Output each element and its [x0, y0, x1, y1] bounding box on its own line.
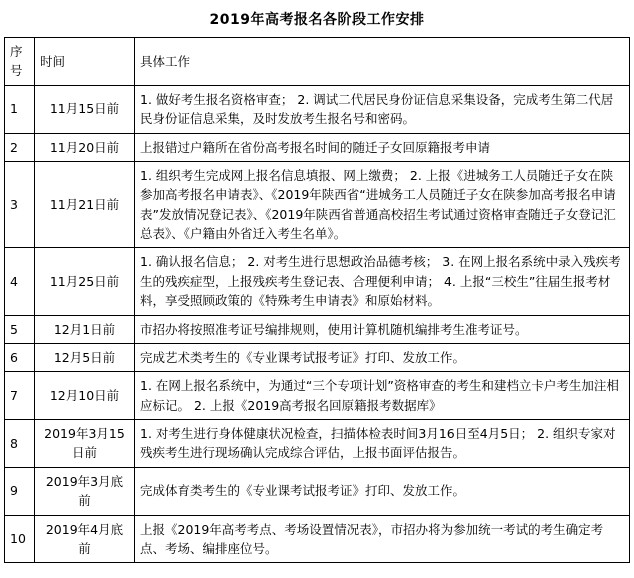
cell-time: 12月10日前: [35, 372, 135, 420]
table-row: [5, 372, 630, 420]
cell-work: 1. 确认报名信息； 2. 对考生进行思想政治品德考核； 3. 在网上报名系统中录入残疾考生的残疾症型，上报残疾考生登记表、合理便利申请； 4. 上报“三校生”往届生报考材料，享受照顾政策的《特殊考生申请表》和原始材料。: [135, 248, 630, 315]
table-row: [5, 467, 630, 515]
cell-time: 12月5日前: [35, 343, 135, 371]
table-row: [5, 133, 630, 161]
table-row: [5, 248, 630, 315]
cell-work: 1. 组织考生完成网上报名信息填报、网上缴费； 2. 上报《进城务工人员随迁子女在陕参加高考报名申请表》、《2019年陕西省“进城务工人员随迁子女在陕参加高考报名申请表”发放情况登记表》、《2019年陕西省普通高校招生考试通过资格审查随迁子女登记汇总表》、《户籍由外省迁入考生名单》。: [135, 161, 630, 248]
cell-no: 8: [5, 420, 35, 468]
cell-work: 1. 在网上报名系统中，为通过“三个专项计划”资格审查的考生和建档立卡户考生加注相应标记。 2. 上报《2019高考报名回原籍报考数据库》: [135, 372, 630, 420]
cell-time: 2019年3月底前: [35, 467, 135, 515]
cell-time: 11月20日前: [35, 133, 135, 161]
cell-no: 9: [5, 467, 35, 515]
cell-no: 3: [5, 161, 35, 248]
cell-time: 11月15日前: [35, 85, 135, 133]
column-header-no: 序号: [5, 38, 35, 86]
cell-no: 2: [5, 133, 35, 161]
cell-time: 12月1日前: [35, 315, 135, 343]
cell-work: 1. 对考生进行身体健康状况检查，扫描体检表时间3月16日至4月5日； 2. 组织专家对残疾考生进行现场确认完成综合评估，上报书面评估报告。: [135, 420, 630, 468]
table-row: [5, 315, 630, 343]
cell-no: 6: [5, 343, 35, 371]
cell-work: 完成艺术类考生的《专业课考试报考证》打印、发放工作。: [135, 343, 630, 371]
cell-time: 11月21日前: [35, 161, 135, 248]
cell-time: 11月25日前: [35, 248, 135, 315]
table-row: [5, 343, 630, 371]
cell-no: 5: [5, 315, 35, 343]
cell-no: 10: [5, 515, 35, 563]
cell-work: 上报《2019年高考考点、考场设置情况表》，市招办将为参加统一考试的考生确定考点、考场、编排座位号。: [135, 515, 630, 563]
cell-no: 4: [5, 248, 35, 315]
cell-work: 市招办将按照准考证号编排规则，使用计算机随机编排考生准考证号。: [135, 315, 630, 343]
cell-work: 完成体育类考生的《专业课考试报考证》打印、发放工作。: [135, 467, 630, 515]
table-row: [5, 161, 630, 248]
table-header-row: [5, 38, 630, 86]
cell-time: 2019年3月15日前: [35, 420, 135, 468]
cell-work: 1. 做好考生报名资格审查； 2. 调试二代居民身份证信息采集设备，完成考生第二代居民身份证信息采集，及时发放考生报名号和密码。: [135, 85, 630, 133]
table-row: [5, 420, 630, 468]
table-row: [5, 515, 630, 563]
cell-time: 2019年4月底前: [35, 515, 135, 563]
cell-no: 7: [5, 372, 35, 420]
column-header-time: 时间: [35, 38, 135, 86]
cell-work: 上报错过户籍所在省份高考报名时间的随迁子女回原籍报考申请: [135, 133, 630, 161]
cell-no: 1: [5, 85, 35, 133]
page-title: 2019年高考报名各阶段工作安排: [209, 12, 425, 28]
column-header-work: 具体工作: [135, 38, 630, 86]
schedule-table: [4, 37, 630, 563]
table-row: [5, 85, 630, 133]
